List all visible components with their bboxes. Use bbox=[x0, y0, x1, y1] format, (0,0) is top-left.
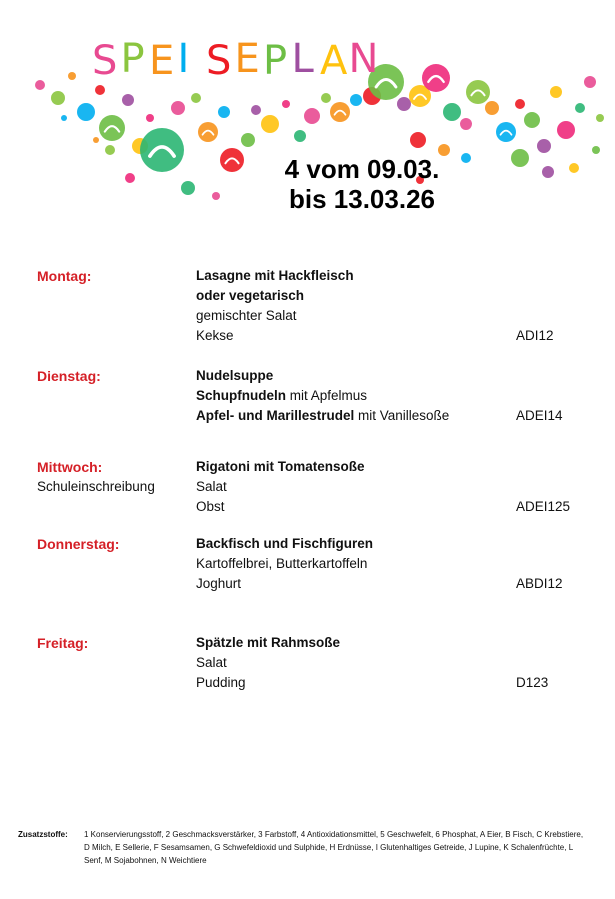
menu-line: Salat bbox=[196, 655, 227, 670]
decor-dot bbox=[592, 146, 600, 154]
decor-dot bbox=[542, 166, 554, 178]
decor-dot bbox=[61, 115, 67, 121]
decor-dot bbox=[330, 102, 350, 122]
allergen-code: ABDI12 bbox=[516, 576, 563, 591]
allergen-code: ADEI125 bbox=[516, 499, 571, 514]
decor-dot bbox=[569, 163, 579, 173]
decor-dot bbox=[511, 149, 529, 167]
menu-line: Pudding bbox=[196, 675, 246, 690]
decor-dot bbox=[146, 114, 154, 122]
title-letter: S bbox=[92, 38, 118, 84]
decor-dot bbox=[122, 94, 134, 106]
decor-dot bbox=[140, 128, 184, 172]
menu-line: Salat bbox=[196, 479, 227, 494]
footer-text: 1 Konservierungsstoff, 2 Geschmacksverstärker, 3 Farbstoff, 4 Antioxidationsmittel, 5 Geschwefelt, 6 Phosphat, A Eier, B Fisch, C Krebstiere, D Milch, E Sellerie, F Sesamsamen, G Schwefeldioxid und Sulphide, H Erdnüsse, I Glutenhaltiges Getreide, J Lupine, K Schalenfrüchte, L Senf, M Sojabohnen, N Weichtiere bbox=[84, 830, 584, 865]
decor-dot bbox=[410, 132, 426, 148]
decor-dot bbox=[350, 94, 362, 106]
decor-dot bbox=[77, 103, 95, 121]
menu-line: Nudelsuppe bbox=[196, 368, 274, 383]
decor-dot bbox=[181, 181, 195, 195]
decor-dot bbox=[218, 106, 230, 118]
decor-dot bbox=[212, 192, 220, 200]
allergen-code: ADI12 bbox=[516, 328, 554, 343]
day-name: Donnerstag: bbox=[37, 536, 120, 552]
decor-dot bbox=[191, 93, 201, 103]
decor-dot bbox=[99, 115, 125, 141]
decor-dot bbox=[575, 103, 585, 113]
decor-dot bbox=[105, 145, 115, 155]
menu-line: gemischter Salat bbox=[196, 308, 297, 323]
allergen-code: D123 bbox=[516, 675, 549, 690]
menu-line: Backfisch und Fischfiguren bbox=[196, 536, 374, 551]
decor-dot bbox=[584, 76, 596, 88]
title-letter: P bbox=[120, 36, 145, 82]
decor-dot bbox=[294, 130, 306, 142]
title-letter: A bbox=[320, 38, 348, 84]
day-note: Schuleinschreibung bbox=[37, 479, 155, 494]
allergen-code: ADEI14 bbox=[516, 408, 563, 423]
decor-dot bbox=[241, 133, 255, 147]
week-range-line-1: 4 vom 09.03. bbox=[284, 154, 440, 184]
menu-line: oder vegetarisch bbox=[196, 288, 305, 303]
decor-dot bbox=[515, 99, 525, 109]
decor-dot bbox=[397, 97, 411, 111]
title-letter: S bbox=[206, 38, 232, 84]
decor-dot bbox=[261, 115, 279, 133]
day-name: Mittwoch: bbox=[37, 459, 103, 475]
decor-dot bbox=[460, 118, 472, 130]
decor-dot bbox=[550, 86, 562, 98]
menu-line: Lasagne mit Hackfleisch bbox=[196, 268, 354, 283]
decor-dot bbox=[321, 93, 331, 103]
decor-dot bbox=[35, 80, 45, 90]
decor-dot bbox=[198, 122, 218, 142]
decor-dot bbox=[461, 153, 471, 163]
day-name: Montag: bbox=[37, 268, 92, 284]
decor-dot bbox=[596, 114, 604, 122]
title-letter: E bbox=[149, 38, 175, 84]
title-letter: L bbox=[291, 36, 314, 82]
menu-line: Spätzle mit Rahmsoße bbox=[196, 635, 341, 650]
decor-dot bbox=[125, 173, 135, 183]
title-letter: P bbox=[263, 38, 288, 84]
decor-dot bbox=[282, 100, 290, 108]
decor-dot bbox=[68, 72, 76, 80]
decor-dot bbox=[95, 85, 105, 95]
decor-dot bbox=[496, 122, 516, 142]
menu-line: Obst bbox=[196, 499, 225, 514]
week-range-line-2: bis 13.03.26 bbox=[289, 184, 435, 214]
menu-line: Schupfnudeln mit Apfelmus bbox=[196, 388, 368, 403]
menu-line: Joghurt bbox=[196, 576, 242, 591]
day-name: Freitag: bbox=[37, 635, 89, 651]
decor-dot bbox=[466, 80, 490, 104]
decor-dot bbox=[51, 91, 65, 105]
decor-dot bbox=[220, 148, 244, 172]
header-banner bbox=[0, 0, 615, 225]
decor-dot bbox=[485, 101, 499, 115]
menu-line: Kartoffelbrei, Butterkartoffeln bbox=[196, 556, 368, 571]
decor-dot bbox=[171, 101, 185, 115]
decor-dot bbox=[537, 139, 551, 153]
day-name: Dienstag: bbox=[37, 368, 101, 384]
footer-label: Zusatzstoffe: bbox=[18, 830, 68, 839]
title-letter: I bbox=[177, 36, 190, 82]
decor-dot bbox=[443, 103, 461, 121]
decor-dot bbox=[557, 121, 575, 139]
decor-dot bbox=[93, 137, 99, 143]
title-letter: N bbox=[348, 36, 379, 82]
menu-line: Rigatoni mit Tomatensoße bbox=[196, 459, 365, 474]
decor-dot bbox=[524, 112, 540, 128]
decor-dot bbox=[422, 64, 450, 92]
decor-dot bbox=[304, 108, 320, 124]
menu-line: Kekse bbox=[196, 328, 234, 343]
menu-line: Apfel- und Marillestrudel mit Vanillesoße bbox=[196, 408, 450, 423]
decor-dot bbox=[251, 105, 261, 115]
title-letter: E bbox=[234, 36, 260, 82]
